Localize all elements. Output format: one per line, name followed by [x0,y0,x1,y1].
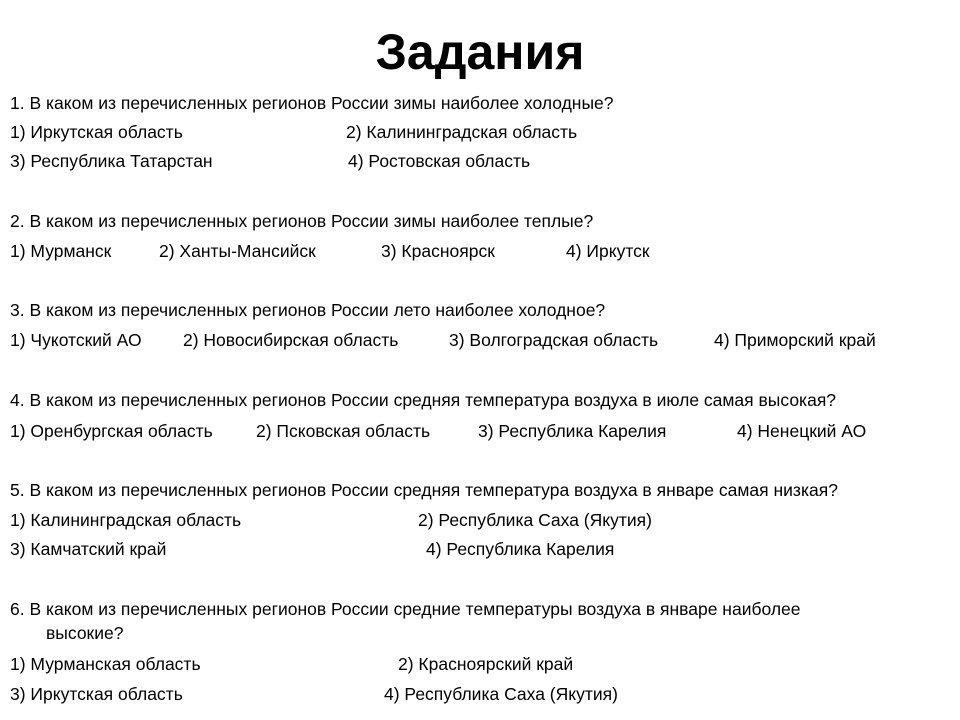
task-4-option-3: 3) Республика Карелия [478,421,667,441]
task-3-option-1: 1) Чукотский АО [10,330,142,350]
task-6-option-4: 4) Республика Саха (Якутия) [384,684,618,704]
task-2-question: 2. В каком из перечисленных регионов России зимы наиболее теплые? [10,211,594,231]
task-5-option-2: 2) Республика Саха (Якутия) [418,510,652,530]
task-4-option-2: 2) Псковская область [256,421,431,441]
task-4-question: 4. В каком из перечисленных регионов России средняя температура воздуха в июле самая высокая? [10,390,837,410]
task-3-option-3: 3) Волгоградская область [449,330,659,350]
task-3-option-2: 2) Новосибирская область [183,330,399,350]
task-3-option-4: 4) Приморский край [714,330,876,350]
task-2-option-1: 1) Мурманск [10,241,112,261]
task-3-question: 3. В каком из перечисленных регионов России лето наиболее холодное? [10,300,606,320]
task-1-question: 1. В каком из перечисленных регионов России зимы наиболее холодные? [10,93,614,113]
task-4-option-4: 4) Ненецкий АО [737,421,867,441]
page-title: Задания [375,24,585,80]
task-2-option-2: 2) Ханты-Мансийск [159,241,316,261]
task-5-question: 5. В каком из перечисленных регионов России средняя температура воздуха в январе самая низкая? [10,480,838,500]
task-6-question: 6. В каком из перечисленных регионов России средние температуры воздуха в январе наиболее [10,599,801,619]
task-6-option-2: 2) Красноярский край [398,654,574,674]
task-1-option-4: 4) Ростовская область [348,151,531,171]
task-6-option-1: 1) Мурманская область [10,654,201,674]
task-1-option-1: 1) Иркутская область [10,122,183,142]
task-5-option-4: 4) Республика Карелия [426,539,615,559]
task-4-option-1: 1) Оренбургская область [10,421,213,441]
task-1-option-2: 2) Калининградская область [346,122,578,142]
task-1-option-3: 3) Республика Татарстан [10,151,213,171]
task-2-option-3: 3) Красноярск [381,241,495,261]
task-5-option-1: 1) Калининградская область [10,510,242,530]
task-2-option-4: 4) Иркутск [566,241,650,261]
task-5-option-3: 3) Камчатский край [10,539,167,559]
task-6-option-3: 3) Иркутская область [10,684,183,704]
task-6-question-continuation: высокие? [46,623,124,643]
